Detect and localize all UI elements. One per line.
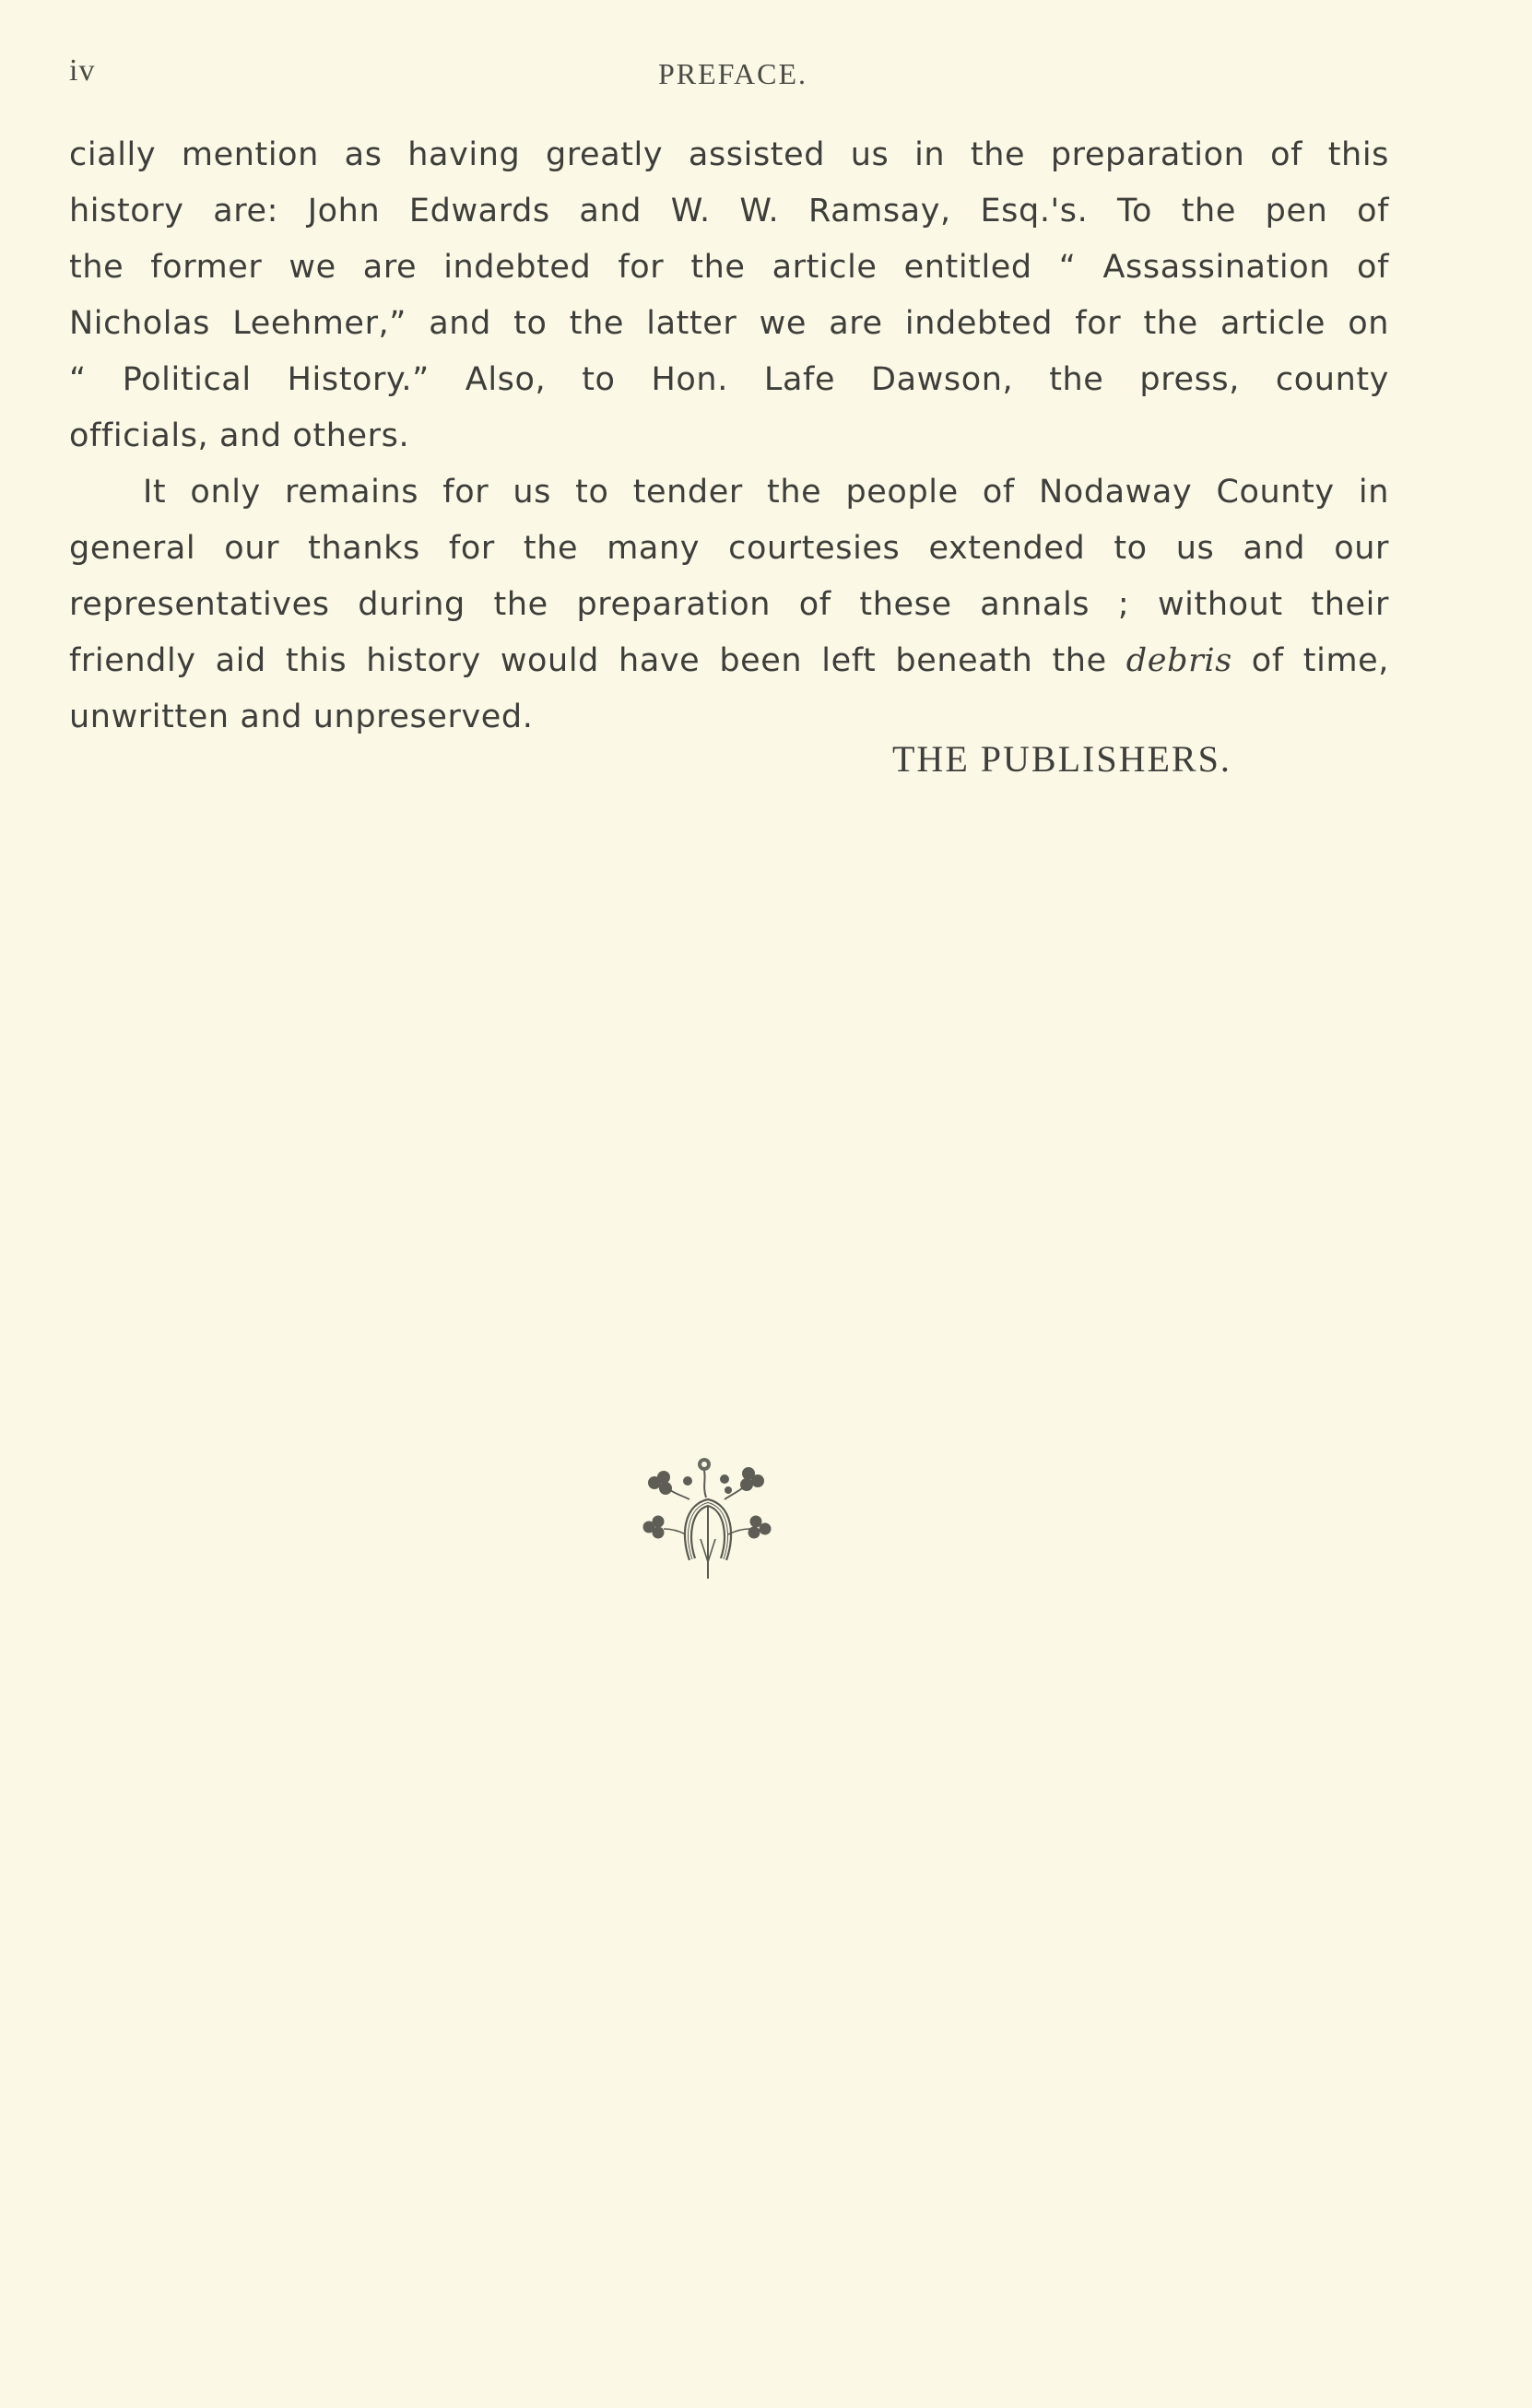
text-line: cially mention as having greatly assisted us in the preparation of this (69, 136, 1389, 173)
signature: THE PUBLISHERS. (892, 738, 1231, 780)
text-line: history are: John Edwards and W. W. Ramsay, Esq.'s. To the pen of (69, 193, 1389, 229)
text-line: It only remains for us to tender the people of Nodaway County in (143, 474, 1389, 511)
text-line: officials, and others. (69, 417, 410, 454)
page-number: iv (69, 53, 96, 88)
paragraph-2 (69, 464, 1389, 746)
text-line: representatives during the preparation of these annals ; without their (69, 586, 1389, 623)
running-head: PREFACE. (657, 57, 808, 90)
page-header (69, 53, 1378, 100)
text-line: “ Political History.” Also, to Hon. Lafe Dawson, the press, county (69, 361, 1389, 398)
text-line: Nicholas Leehmer,” and to the latter we are indebted for the article on (69, 305, 1389, 342)
text-line: unwritten and unpreserved. (69, 699, 534, 735)
horseshoe-clover-ornament-icon (636, 1451, 779, 1590)
paragraph-1 (69, 127, 1389, 464)
italic-word: debris (1125, 642, 1232, 679)
text-line: general our thanks for the many courtesies extended to us and our (69, 530, 1389, 567)
text-line-with-italic (69, 633, 1389, 689)
preface-body (69, 127, 1389, 746)
text-fragment: friendly aid this history would have been left beneath the (69, 642, 1126, 679)
text-line: the former we are indebted for the article entitled “ Assassination of (69, 249, 1389, 286)
text-fragment: of time, (1231, 642, 1389, 679)
